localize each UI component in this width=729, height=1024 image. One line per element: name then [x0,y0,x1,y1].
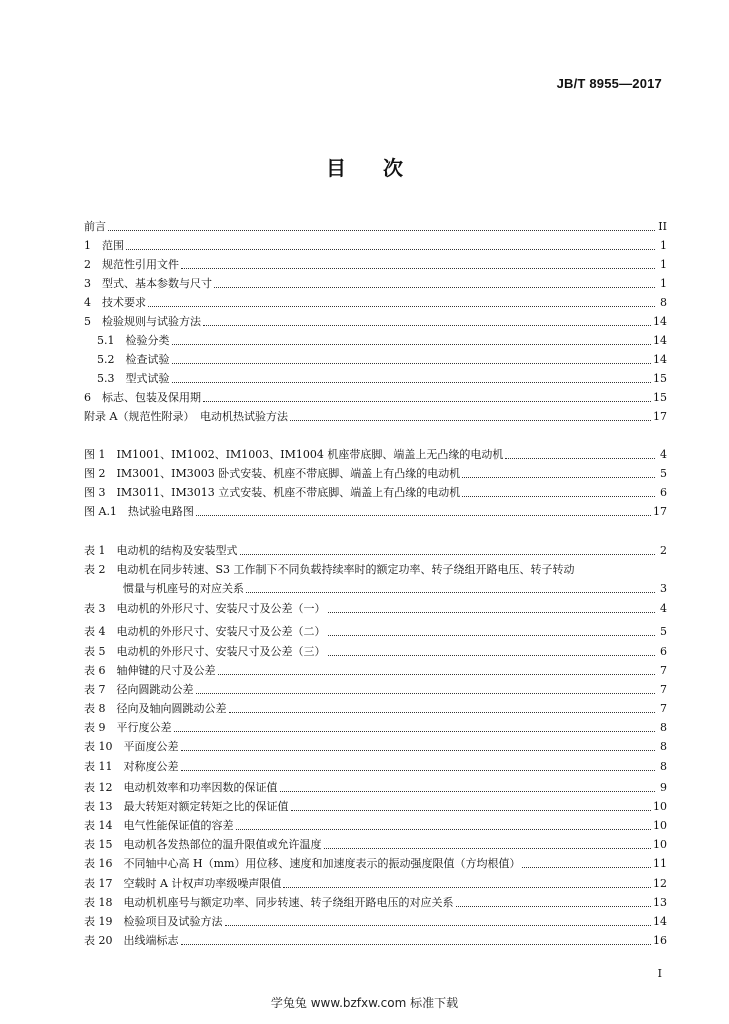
toc-table-7[interactable] [84,682,667,698]
toc-table-5[interactable] [84,644,667,660]
toc-page: 6 [660,486,667,499]
toc-table-10[interactable] [84,739,667,755]
leader-dots [328,612,656,613]
leader-dots [218,674,656,675]
leader-dots [225,925,652,926]
toc-label: 表 13 最大转矩对额定转矩之比的保证值 [84,800,289,813]
toc-label: 表 15 电动机各发热部位的温升限值或允许温度 [84,838,322,851]
toc-label: 表 17 空载时 A 计权声功率级噪声限值 [84,877,282,890]
toc-page: 14 [653,353,667,366]
toc-entry-3[interactable] [84,276,667,292]
leader-dots [462,496,655,497]
leader-dots [328,655,656,656]
toc-label: 图 A.1 热试验电路图 [84,505,194,518]
toc-label: 表 12 电动机效率和功率因数的保证值 [84,781,278,794]
toc-table-20[interactable] [84,933,667,949]
toc-page: 17 [653,410,667,423]
leader-dots [203,401,651,402]
toc-label: 表 10 平面度公差 [84,740,179,753]
toc-figure-a1[interactable] [84,504,667,520]
toc-label: 6 标志、包装及保用期 [84,391,201,404]
leader-dots [280,791,656,792]
toc-entry-1[interactable] [84,238,667,254]
leader-dots [462,477,655,478]
leader-dots [174,731,656,732]
toc-label: 表 14 电气性能保证值的容差 [84,819,234,832]
toc-label: 表 8 径向及轴向圆跳动公差 [84,702,227,715]
toc-figure-3[interactable] [84,485,667,501]
toc-entry-5-1[interactable] [97,333,667,349]
toc-entry-appendix-a[interactable] [84,409,667,425]
toc-page: 15 [653,372,667,385]
toc-page: II [658,220,667,233]
toc-page: 10 [653,838,667,851]
leader-dots [196,693,656,694]
toc-table-17[interactable] [84,876,667,892]
leader-dots [283,887,651,888]
toc-page: 5 [660,625,667,638]
toc-page: 7 [660,664,667,677]
toc-entry-5-2[interactable] [97,352,667,368]
toc-table-12[interactable] [84,780,667,796]
leader-dots [172,363,652,364]
toc-label: 附录 A（规范性附录） 电动机热试验方法 [84,410,288,423]
toc-label: 图 2 IM3001、IM3003 卧式安装、机座不带底脚、端盖上有凸缘的电动机 [84,467,461,480]
toc-page: 5 [660,467,667,480]
toc-label: 3 型式、基本参数与尺寸 [84,277,212,290]
toc-label-continuation: 惯量与机座号的对应关系 [123,582,244,595]
leader-dots [196,515,651,516]
toc-page: 1 [660,239,667,252]
leader-dots [148,306,655,307]
toc-figure-2[interactable] [84,466,667,482]
page-number: I [657,967,662,980]
toc-table-14[interactable] [84,818,667,834]
leader-dots [246,592,655,593]
toc-label: 表 11 对称度公差 [84,760,179,773]
toc-entry-foreword[interactable] [84,219,667,235]
toc-entry-6[interactable] [84,390,667,406]
toc-page: 14 [653,915,667,928]
toc-table-16[interactable] [84,856,667,872]
standard-code: JB/T 8955—2017 [556,76,662,91]
toc-entry-5-3[interactable] [97,371,667,387]
toc-page: 11 [653,857,667,870]
toc-label: 表 4 电动机的外形尺寸、安装尺寸及公差（二） [84,625,326,638]
watermark-footer: 学兔兔 www.bzfxw.com 标准下载 [270,996,459,1010]
toc-label: 表 2 电动机在同步转速、S3 工作制下不同负载持续率时的额定功率、转子绕组开路电压、转子转动 [84,563,575,576]
toc-label: 表 19 检验项目及试验方法 [84,915,223,928]
toc-page: 10 [653,800,667,813]
toc-label: 图 1 IM1001、IM1002、IM1003、IM1004 机座带底脚、端盖上无凸缘的电动机 [84,448,504,461]
leader-dots [522,867,651,868]
toc-table-4[interactable] [84,624,667,640]
leader-dots [229,712,656,713]
toc-page: 17 [653,505,667,518]
leader-dots [324,848,652,849]
toc-page: 8 [660,296,667,309]
leader-dots [181,268,655,269]
leader-dots [456,906,652,907]
leader-dots [181,770,656,771]
toc-table-6[interactable] [84,663,667,679]
leader-dots [203,325,651,326]
toc-page: 12 [653,877,667,890]
toc-label: 表 3 电动机的外形尺寸、安装尺寸及公差（一） [84,602,326,615]
toc-page: 1 [660,258,667,271]
toc-table-3[interactable] [84,601,667,617]
toc-page: 10 [653,819,667,832]
toc-label: 5.1 检验分类 [97,334,170,347]
toc-label: 2 规范性引用文件 [84,258,179,271]
toc-label: 表 9 平行度公差 [84,721,172,734]
page-title: 目 次 [326,156,403,180]
toc-page: 15 [653,391,667,404]
toc-page: 8 [660,760,667,773]
toc-table-15[interactable] [84,837,667,853]
toc-label: 表 7 径向圆跳动公差 [84,683,194,696]
leader-dots [290,420,651,421]
toc-page: 14 [653,315,667,328]
toc-label: 5.2 检查试验 [97,353,170,366]
toc-page: 4 [660,602,667,615]
leader-dots [240,554,656,555]
toc-label: 前言 [84,220,106,233]
toc-figure-1[interactable] [84,447,667,463]
toc-label: 4 技术要求 [84,296,146,309]
toc-page: 9 [660,781,667,794]
leader-dots [505,458,655,459]
toc-page: 14 [653,334,667,347]
toc-label: 表 16 不同轴中心高 H（mm）用位移、速度和加速度表示的振动强度限值（方均根值） [84,857,521,870]
toc-page: 8 [660,721,667,734]
toc-table-13[interactable] [84,799,667,815]
leader-dots [172,382,652,383]
toc-table-11[interactable] [84,759,667,775]
toc-page: 8 [660,740,667,753]
toc-label: 表 5 电动机的外形尺寸、安装尺寸及公差（三） [84,645,326,658]
toc-page: 7 [660,683,667,696]
toc-table-9[interactable] [84,720,667,736]
toc-table-19[interactable] [84,914,667,930]
leader-dots [328,635,656,636]
leader-dots [291,810,652,811]
toc-table-2-line1[interactable] [84,562,667,578]
toc-entry-4[interactable] [84,295,667,311]
toc-label: 5 检验规则与试验方法 [84,315,201,328]
toc-table-1[interactable] [84,543,667,559]
toc-page: 16 [653,934,667,947]
toc-label: 表 6 轴伸键的尺寸及公差 [84,664,216,677]
toc-table-8[interactable] [84,701,667,717]
toc-table-18[interactable] [84,895,667,911]
toc-entry-2[interactable] [84,257,667,273]
toc-page: 7 [660,702,667,715]
leader-dots [214,287,655,288]
leader-dots [236,829,652,830]
leader-dots [181,750,656,751]
toc-label: 表 20 出线端标志 [84,934,179,947]
toc-page: 6 [660,645,667,658]
toc-label: 5.3 型式试验 [97,372,170,385]
leader-dots [181,944,652,945]
toc-label: 表 18 电动机机座号与额定功率、同步转速、转子绕组开路电压的对应关系 [84,896,454,909]
toc-page: 1 [660,277,667,290]
leader-dots [108,230,655,231]
toc-label: 1 范围 [84,239,124,252]
toc-page: 4 [660,448,667,461]
toc-page: 3 [660,582,667,595]
toc-entry-5[interactable] [84,314,667,330]
leader-dots [172,344,652,345]
toc-label: 表 1 电动机的结构及安装型式 [84,544,238,557]
leader-dots [126,249,655,250]
toc-page: 2 [660,544,667,557]
toc-page: 13 [653,896,667,909]
toc-label: 图 3 IM3011、IM3013 立式安装、机座不带底脚、端盖上有凸缘的电动机 [84,486,461,499]
toc-table-2-line2[interactable] [123,581,667,597]
